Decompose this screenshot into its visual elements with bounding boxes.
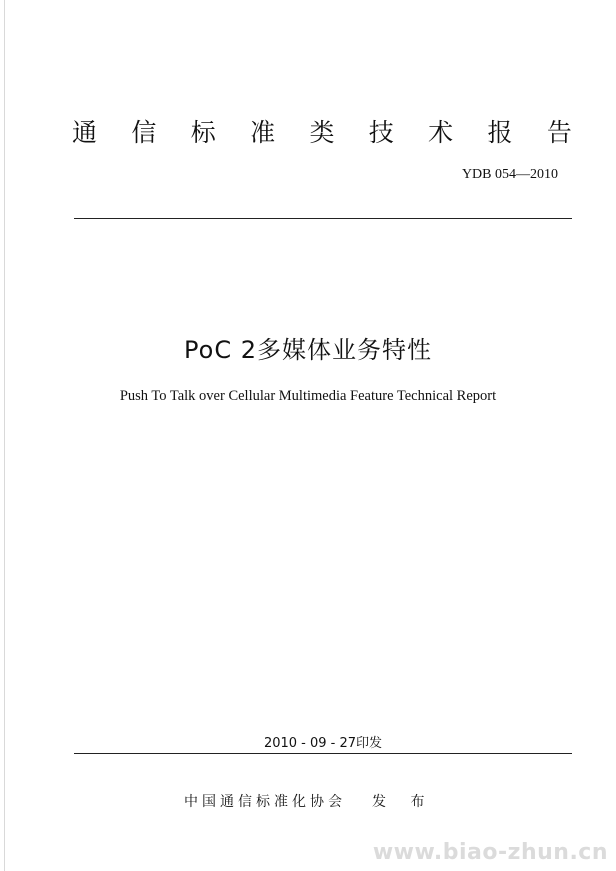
publisher-line	[184, 792, 434, 812]
category-char: 标	[190, 118, 216, 147]
category-char: 通	[72, 118, 98, 147]
bottom-divider	[74, 753, 572, 754]
category-char: 准	[250, 118, 276, 147]
publish-label: 发 布	[372, 794, 435, 810]
report-category-title	[72, 116, 572, 150]
category-char: 技	[368, 118, 394, 147]
category-char: 信	[131, 118, 157, 147]
category-char: 告	[546, 118, 572, 147]
document-number: YDB 054—2010	[461, 167, 558, 182]
issue-date: 2010 - 09 - 27印发	[263, 736, 383, 751]
document-title: PoC 2多媒体业务特性	[184, 336, 432, 364]
category-char: 类	[309, 118, 335, 147]
top-divider	[74, 218, 572, 219]
publisher-name: 中国通信标准化协会	[184, 794, 346, 810]
category-char: 报	[487, 118, 513, 147]
category-char: 术	[428, 118, 454, 147]
english-title: Push To Talk over Cellular Multimedia Feature Technical Report	[119, 388, 497, 404]
watermark-text: www.biao-zhun.cn	[372, 840, 608, 865]
